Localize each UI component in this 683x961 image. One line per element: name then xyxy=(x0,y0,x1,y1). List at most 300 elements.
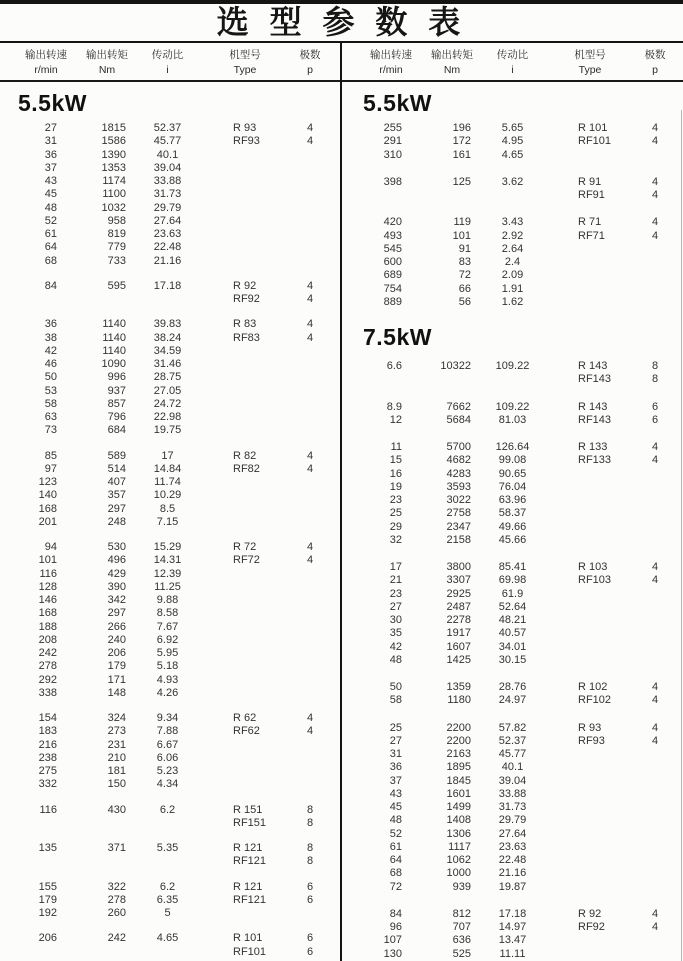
table-row xyxy=(345,948,683,961)
cell-poles: 4 xyxy=(651,907,659,920)
power-section xyxy=(0,90,341,959)
cell-poles xyxy=(630,841,680,854)
cell-speed: 25 xyxy=(389,721,402,734)
table-row xyxy=(345,814,683,827)
cell-ratio: 58.37 xyxy=(498,507,527,520)
table-row xyxy=(345,256,683,269)
cell-poles xyxy=(285,149,335,162)
table-row xyxy=(345,722,683,735)
cell-speed: 689 xyxy=(383,269,402,282)
cell-poles: 4 xyxy=(651,721,659,734)
cell-type: R 103 xyxy=(578,561,608,573)
column-header-speed-cn: 输出转速 xyxy=(370,49,412,61)
cell-torque: 5700 xyxy=(446,441,471,453)
cell-torque: 273 xyxy=(107,725,126,738)
cell-ratio: 3.43 xyxy=(501,216,524,229)
table-row xyxy=(345,230,683,243)
table-row xyxy=(0,215,341,228)
table-row xyxy=(0,568,341,581)
table-row xyxy=(0,725,341,738)
cell-torque: 1895 xyxy=(446,761,471,774)
cell-type xyxy=(205,228,285,241)
cell-ratio: 69.98 xyxy=(498,574,527,587)
cell-type xyxy=(205,647,285,660)
cell-poles xyxy=(285,255,335,268)
cell-speed: 31 xyxy=(389,748,402,760)
table-row xyxy=(345,627,683,640)
cell-ratio: 11.74 xyxy=(154,476,181,488)
cell-torque: 996 xyxy=(107,371,126,384)
cell-speed: 155 xyxy=(38,880,57,893)
row-group xyxy=(345,122,683,162)
table-row xyxy=(0,607,341,620)
cell-speed: 420 xyxy=(383,216,402,229)
cell-ratio: 1.62 xyxy=(501,295,524,308)
row-group xyxy=(0,842,341,869)
row-group xyxy=(0,881,341,921)
column-header-poles-cn: 极数 xyxy=(299,49,321,61)
cell-ratio: 7.88 xyxy=(156,725,179,738)
cell-poles xyxy=(630,948,680,961)
cell-ratio: 27.05 xyxy=(153,384,182,397)
cell-ratio: 61.9 xyxy=(501,587,524,600)
table-row xyxy=(345,574,683,587)
cell-torque: 150 xyxy=(107,778,126,791)
table-row xyxy=(345,788,683,801)
cell-ratio: 22.48 xyxy=(153,241,182,254)
table-row xyxy=(345,854,683,867)
cell-ratio: 14.84 xyxy=(153,462,182,475)
cell-speed: 16 xyxy=(389,467,402,480)
table-row xyxy=(0,804,341,817)
cell-ratio: 109.22 xyxy=(495,400,530,413)
cell-poles xyxy=(285,371,335,384)
cell-speed: 84 xyxy=(389,907,402,920)
cell-poles: 4 xyxy=(651,229,659,242)
cell-speed: 64 xyxy=(44,241,57,254)
cell-speed: 21 xyxy=(389,574,402,587)
cell-torque: 171 xyxy=(107,673,126,686)
cell-torque: 4283 xyxy=(446,467,471,480)
table-row xyxy=(0,162,341,175)
cell-ratio: 45.77 xyxy=(498,748,527,760)
cell-type xyxy=(550,256,630,269)
table-row xyxy=(0,855,341,868)
cell-poles: 4 xyxy=(651,135,659,148)
cell-type xyxy=(550,828,630,841)
cell-poles xyxy=(285,385,335,398)
cell-poles xyxy=(630,468,680,481)
cell-type xyxy=(550,748,630,761)
cell-speed: 398 xyxy=(383,175,402,188)
cell-speed: 36 xyxy=(44,318,57,331)
table-row xyxy=(345,681,683,694)
cell-type xyxy=(205,385,285,398)
cell-torque: 1845 xyxy=(446,774,471,787)
cell-speed: 68 xyxy=(389,867,402,880)
cell-ratio xyxy=(130,293,205,306)
cell-poles: 4 xyxy=(651,681,659,693)
cell-torque: 1359 xyxy=(446,681,471,693)
table-row xyxy=(345,360,683,373)
cell-torque: 939 xyxy=(452,880,471,893)
cell-type xyxy=(550,468,630,481)
cell-type xyxy=(550,948,630,961)
table-row xyxy=(0,778,341,791)
cell-ratio: 6.92 xyxy=(156,633,179,646)
cell-type xyxy=(550,854,630,867)
cell-speed: 754 xyxy=(383,282,402,295)
table-row xyxy=(345,841,683,854)
cell-ratio: 2.92 xyxy=(501,229,524,242)
cell-ratio: 8.58 xyxy=(156,607,179,620)
column-header-type xyxy=(550,48,630,82)
cell-torque: 72 xyxy=(458,269,471,282)
cell-speed: 154 xyxy=(38,712,57,724)
cell-torque: 83 xyxy=(458,256,471,268)
cell-torque xyxy=(70,817,130,830)
cell-ratio: 21.16 xyxy=(498,867,527,880)
cell-type: RF103 xyxy=(578,574,612,587)
cell-type xyxy=(550,788,630,801)
table-row xyxy=(0,765,341,778)
cell-poles xyxy=(630,256,680,269)
table-row xyxy=(345,867,683,880)
table-row xyxy=(345,908,683,921)
cell-type xyxy=(205,215,285,228)
cell-poles: 4 xyxy=(306,554,314,567)
cell-speed: 52 xyxy=(389,827,402,840)
cell-speed: 43 xyxy=(389,787,402,800)
row-group xyxy=(0,712,341,792)
cell-ratio: 28.76 xyxy=(498,681,527,693)
cell-torque: 66 xyxy=(458,282,471,295)
cell-speed: 58 xyxy=(389,694,402,707)
column-header-speed-unit: r/min xyxy=(379,64,403,76)
cell-torque: 357 xyxy=(107,489,126,502)
cell-poles xyxy=(285,581,335,594)
cell-type xyxy=(550,243,630,256)
cell-type xyxy=(205,594,285,607)
cell-speed: 338 xyxy=(38,686,57,699)
cell-poles xyxy=(285,202,335,215)
cell-poles xyxy=(630,149,680,162)
cell-ratio: 5.18 xyxy=(156,660,179,673)
cell-ratio: 28.75 xyxy=(153,371,182,384)
column-header-type-cn: 机型号 xyxy=(574,49,606,61)
cell-torque: 1499 xyxy=(446,801,471,813)
cell-ratio: 31.73 xyxy=(153,188,182,201)
cell-ratio: 38.24 xyxy=(153,331,182,344)
cell-torque: 1586 xyxy=(101,135,126,148)
cell-ratio xyxy=(475,373,550,386)
table-row xyxy=(345,735,683,748)
cell-ratio: 9.34 xyxy=(156,712,179,724)
cell-poles xyxy=(285,215,335,228)
cell-speed: 30 xyxy=(389,614,402,626)
cell-type: R 121 xyxy=(233,880,263,893)
section-heading: 5.5kW xyxy=(363,90,432,116)
cell-type xyxy=(550,269,630,282)
table-row xyxy=(345,934,683,947)
cell-type xyxy=(205,660,285,673)
cell-torque: 1100 xyxy=(102,188,126,201)
cell-torque: 148 xyxy=(107,686,126,699)
cell-type: RF101 xyxy=(233,945,267,958)
cell-poles xyxy=(630,934,680,947)
cell-ratio: 14.31 xyxy=(153,554,182,567)
cell-speed: 52 xyxy=(44,214,57,227)
table-row xyxy=(0,202,341,215)
cell-speed: 208 xyxy=(38,633,57,646)
cell-type xyxy=(550,481,630,494)
cell-torque: 2158 xyxy=(446,533,471,546)
cell-torque: 2347 xyxy=(446,520,471,533)
cell-type: RF101 xyxy=(578,135,612,148)
column-header-poles-unit: p xyxy=(652,64,658,76)
cell-ratio: 27.64 xyxy=(153,214,182,227)
column-header-torque-unit: Nm xyxy=(98,64,116,76)
cell-torque: 1180 xyxy=(447,694,471,707)
column-header-speed xyxy=(11,48,81,82)
cell-poles xyxy=(285,660,335,673)
cell-type: RF92 xyxy=(578,921,605,933)
cell-speed: 101 xyxy=(38,554,57,567)
table-row xyxy=(345,441,683,454)
cell-type: R 102 xyxy=(578,681,608,693)
cell-torque: 3800 xyxy=(446,561,471,573)
column-header-ratio-cn: 传动比 xyxy=(151,49,184,61)
cell-type xyxy=(205,674,285,687)
table-row xyxy=(0,503,341,516)
table-row xyxy=(345,454,683,467)
column-header-torque xyxy=(422,48,482,82)
cell-speed: 216 xyxy=(38,738,57,751)
table-row xyxy=(0,135,341,148)
table-row xyxy=(0,894,341,907)
cell-torque: 1000 xyxy=(446,867,471,880)
cell-ratio: 11.25 xyxy=(154,580,181,593)
cell-poles xyxy=(285,778,335,791)
cell-torque: 125 xyxy=(452,175,471,188)
cell-ratio xyxy=(130,946,205,959)
cell-type xyxy=(205,739,285,752)
cell-speed: 192 xyxy=(38,907,57,919)
cell-poles: 4 xyxy=(306,462,314,475)
column-header-torque-unit: Nm xyxy=(443,64,461,76)
cell-ratio: 17 xyxy=(161,449,174,462)
cell-ratio: 6.2 xyxy=(159,803,176,816)
cell-torque: 3593 xyxy=(446,480,471,493)
cell-type: RF121 xyxy=(233,893,267,906)
cell-poles xyxy=(285,621,335,634)
cell-speed: 68 xyxy=(44,254,57,267)
cell-poles xyxy=(630,761,680,774)
cell-torque: 496 xyxy=(107,554,126,567)
cell-poles xyxy=(630,521,680,534)
cell-speed: 140 xyxy=(38,489,57,502)
cell-torque: 324 xyxy=(107,712,126,724)
table-row xyxy=(345,881,683,894)
cell-torque: 119 xyxy=(453,216,471,229)
cell-torque: 2278 xyxy=(446,614,471,626)
cell-type xyxy=(205,634,285,647)
table-row xyxy=(345,468,683,481)
cell-torque: 161 xyxy=(452,148,471,161)
table-row xyxy=(345,122,683,135)
table-row xyxy=(345,401,683,414)
cell-torque: 525 xyxy=(452,947,471,960)
cell-ratio: 27.64 xyxy=(498,827,527,840)
cell-speed: 85 xyxy=(44,449,57,462)
cell-poles: 6 xyxy=(306,945,314,958)
table-row xyxy=(345,588,683,601)
right-panel xyxy=(345,46,683,961)
cell-torque: 2200 xyxy=(446,734,471,747)
cell-ratio: 76.04 xyxy=(498,480,527,493)
cell-speed: 53 xyxy=(44,384,57,397)
cell-speed: 94 xyxy=(44,541,57,553)
cell-ratio: 39.04 xyxy=(153,161,182,174)
cell-speed: 32 xyxy=(389,533,402,546)
cell-poles: 4 xyxy=(306,122,314,134)
cell-ratio: 5.23 xyxy=(156,765,179,777)
cell-torque: 2163 xyxy=(446,748,471,760)
cell-torque: 1174 xyxy=(102,175,126,187)
cell-type: RF121 xyxy=(233,855,267,868)
cell-torque: 322 xyxy=(107,880,126,893)
cell-speed: 35 xyxy=(389,627,402,640)
cell-poles xyxy=(285,228,335,241)
cell-speed: 42 xyxy=(389,640,402,653)
cell-torque: 937 xyxy=(107,384,126,397)
cell-torque: 636 xyxy=(452,934,471,947)
cell-type xyxy=(205,149,285,162)
table-row xyxy=(0,476,341,489)
cell-ratio: 6.67 xyxy=(156,738,179,751)
cell-poles xyxy=(630,867,680,880)
cell-ratio: 34.01 xyxy=(498,640,527,653)
column-header-type xyxy=(205,48,285,82)
cell-type xyxy=(550,867,630,880)
cell-type xyxy=(550,601,630,614)
table-row xyxy=(345,373,683,386)
cell-speed: 50 xyxy=(389,681,402,693)
cell-speed: 11 xyxy=(390,441,402,453)
cell-poles xyxy=(630,614,680,627)
table-row xyxy=(0,932,341,945)
cell-torque: 4682 xyxy=(446,454,471,467)
cell-poles: 6 xyxy=(306,932,314,945)
cell-speed: 36 xyxy=(389,761,402,774)
cell-ratio: 4.65 xyxy=(501,148,524,161)
table-row xyxy=(0,581,341,594)
power-section xyxy=(345,324,683,961)
cell-speed: 37 xyxy=(44,161,57,174)
cell-speed: 43 xyxy=(44,175,57,187)
cell-torque: 1140 xyxy=(102,344,126,357)
cell-type: RF71 xyxy=(578,229,605,242)
cell-poles xyxy=(285,516,335,529)
cell-torque: 2487 xyxy=(446,600,471,613)
cell-poles xyxy=(630,748,680,761)
cell-torque: 1062 xyxy=(446,854,471,866)
cell-speed: 123 xyxy=(38,476,57,488)
cell-torque: 1425 xyxy=(446,653,471,666)
cell-poles xyxy=(285,503,335,516)
cell-ratio: 33.88 xyxy=(153,175,182,187)
cell-type xyxy=(205,607,285,620)
cell-speed: 255 xyxy=(383,122,402,134)
table-row xyxy=(0,293,341,306)
table-row xyxy=(345,494,683,507)
table-row xyxy=(345,561,683,574)
cell-speed: 183 xyxy=(38,725,57,738)
cell-ratio: 15.29 xyxy=(153,541,182,553)
row-group xyxy=(345,908,683,961)
cell-torque: 101 xyxy=(452,229,471,242)
table-row xyxy=(0,255,341,268)
cell-poles xyxy=(285,594,335,607)
table-row xyxy=(0,411,341,424)
cell-speed: 58 xyxy=(44,397,57,410)
row-group xyxy=(345,401,683,428)
table-row xyxy=(345,534,683,547)
cell-type: R 72 xyxy=(233,541,257,553)
cell-poles xyxy=(285,424,335,437)
column-header-torque xyxy=(77,48,137,82)
cell-torque: 3022 xyxy=(446,494,471,506)
cell-poles xyxy=(630,588,680,601)
table-row xyxy=(0,907,341,920)
cell-ratio: 23.63 xyxy=(498,840,527,853)
cell-type xyxy=(550,801,630,814)
cell-type: R 62 xyxy=(233,712,257,724)
cell-ratio: 29.79 xyxy=(498,814,527,827)
cell-poles xyxy=(285,568,335,581)
cell-speed: 206 xyxy=(38,932,57,945)
cell-speed: 42 xyxy=(44,344,57,357)
cell-type: R 101 xyxy=(233,932,263,945)
table-row xyxy=(0,332,341,345)
cell-poles: 4 xyxy=(651,189,659,201)
cell-ratio: 4.34 xyxy=(156,778,179,791)
table-row xyxy=(0,634,341,647)
cell-type xyxy=(550,761,630,774)
cell-ratio: 8.5 xyxy=(159,502,176,515)
cell-poles xyxy=(630,296,680,309)
cell-torque: 958 xyxy=(107,214,126,227)
cell-ratio: 40.1 xyxy=(156,148,179,161)
cell-type: R 92 xyxy=(233,279,257,292)
cell-speed: 332 xyxy=(38,778,57,791)
cell-torque: 2758 xyxy=(446,507,471,520)
cell-ratio: 4.95 xyxy=(501,135,524,148)
cell-speed: 600 xyxy=(383,256,402,268)
cell-speed: 238 xyxy=(38,751,57,764)
cell-ratio: 49.66 xyxy=(498,520,527,533)
cell-ratio: 2.09 xyxy=(501,269,524,282)
cell-torque: 530 xyxy=(107,541,126,553)
table-row xyxy=(345,801,683,814)
cell-torque: 297 xyxy=(107,607,126,620)
cell-speed: 19 xyxy=(389,480,402,493)
cell-speed: 130 xyxy=(383,947,402,960)
column-header-type-unit: Type xyxy=(578,64,602,76)
cell-ratio: 109.22 xyxy=(495,360,530,372)
column-header-ratio-unit: i xyxy=(166,64,169,76)
cell-ratio: 6.2 xyxy=(159,880,176,893)
